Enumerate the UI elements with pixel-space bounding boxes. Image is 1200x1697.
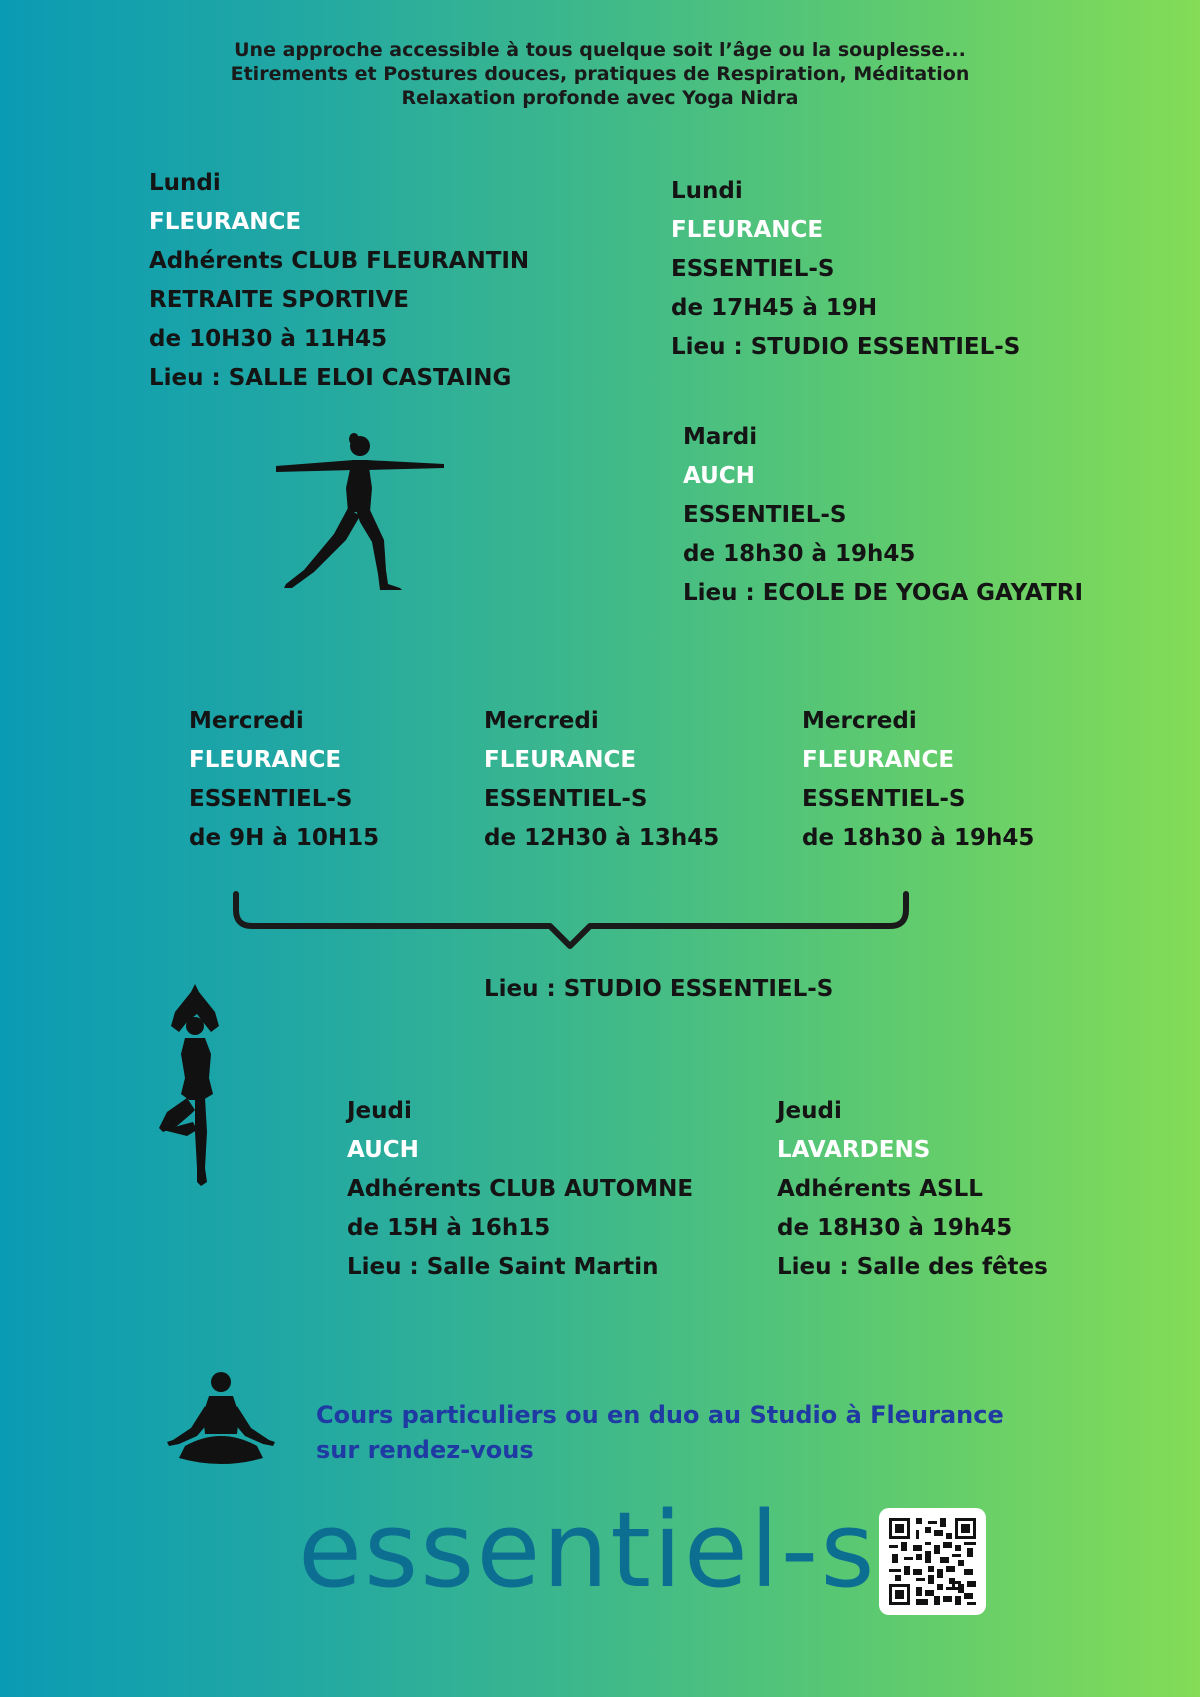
session-day: Mercredi (484, 708, 599, 734)
session-city: FLEURANCE (671, 217, 824, 243)
tree-pose-icon (157, 982, 233, 1192)
session-mercredi-3 (802, 702, 1034, 858)
private-line-2: sur rendez-vous (316, 1436, 534, 1464)
session-group-2: RETRAITE SPORTIVE (149, 287, 409, 313)
private-lessons (316, 1398, 1004, 1468)
session-place: Lieu : STUDIO ESSENTIEL-S (671, 334, 1021, 360)
session-group: Adhérents ASLL (777, 1176, 983, 1202)
session-time: de 12H30 à 13h45 (484, 825, 720, 851)
session-group: ESSENTIEL-S (683, 502, 847, 528)
session-place: Lieu : SALLE ELOI CASTAING (149, 365, 512, 391)
qr-code[interactable] (879, 1508, 986, 1615)
intro-line-2: Etirements et Postures douces, pratiques de Respiration, Méditation (230, 63, 970, 85)
session-day: Mercredi (189, 708, 304, 734)
session-group: ESSENTIEL-S (484, 786, 648, 812)
session-jeudi-lavardens (777, 1092, 1048, 1287)
session-mardi-auch (683, 418, 1083, 613)
session-city: FLEURANCE (149, 209, 302, 235)
session-time: de 18h30 à 19h45 (683, 541, 916, 567)
session-place: Lieu : Salle Saint Martin (347, 1254, 659, 1280)
qr-code-icon (889, 1518, 976, 1605)
session-lundi-fleurance-studio (671, 172, 1020, 367)
session-day: Mercredi (802, 708, 917, 734)
session-lundi-fleurance-club (149, 164, 529, 398)
intro-line-3: Relaxation profonde avec Yoga Nidra (401, 87, 799, 109)
session-place: Lieu : ECOLE DE YOGA GAYATRI (683, 580, 1084, 606)
session-mercredi-2 (484, 702, 719, 858)
session-jeudi-auch (347, 1092, 693, 1287)
intro-line-1: Une approche accessible à tous quelque soit l’âge ou la souplesse... (234, 39, 966, 61)
session-group: ESSENTIEL-S (802, 786, 966, 812)
session-time: de 18H30 à 19h45 (777, 1215, 1013, 1241)
session-city: AUCH (683, 463, 755, 489)
lotus-pose-icon (165, 1370, 277, 1470)
session-time: de 17H45 à 19H (671, 295, 878, 321)
session-city: LAVARDENS (777, 1137, 931, 1163)
session-day: Jeudi (777, 1098, 842, 1124)
brace-icon (230, 890, 912, 952)
session-time: de 9H à 10H15 (189, 825, 380, 851)
session-time: de 18h30 à 19h45 (802, 825, 1035, 851)
session-day: Lundi (671, 178, 743, 204)
session-day: Jeudi (347, 1098, 412, 1124)
session-time: de 15H à 16h15 (347, 1215, 551, 1241)
mercredi-place: Lieu : STUDIO ESSENTIEL-S (484, 976, 834, 1002)
session-group: ESSENTIEL-S (189, 786, 353, 812)
session-mercredi-1 (189, 702, 379, 858)
session-day: Lundi (149, 170, 221, 196)
session-place: Lieu : Salle des fêtes (777, 1254, 1048, 1280)
session-time: de 10H30 à 11H45 (149, 326, 388, 352)
session-group: ESSENTIEL-S (671, 256, 835, 282)
session-group: Adhérents CLUB FLEURANTIN (149, 248, 530, 274)
session-city: FLEURANCE (189, 747, 342, 773)
brand-logo: essentiel-s (298, 1489, 877, 1611)
private-line-1: Cours particuliers ou en duo au Studio à Fleurance (316, 1401, 1004, 1429)
session-city: FLEURANCE (484, 747, 637, 773)
session-city: FLEURANCE (802, 747, 955, 773)
intro-text (0, 38, 1200, 110)
session-group: Adhérents CLUB AUTOMNE (347, 1176, 694, 1202)
warrior-pose-icon (274, 430, 446, 592)
session-day: Mardi (683, 424, 758, 450)
session-city: AUCH (347, 1137, 419, 1163)
